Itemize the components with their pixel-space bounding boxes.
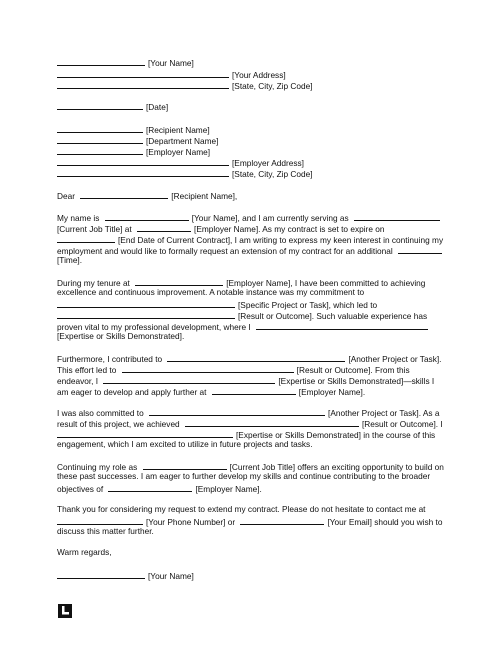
recipient-city-line: [State, City, Zip Code] xyxy=(57,167,313,180)
recipient-city-blank[interactable] xyxy=(57,167,229,177)
p2-line-6: [Expertise or Skills Demonstrated]. xyxy=(57,331,185,341)
sender-city-blank[interactable] xyxy=(57,79,229,89)
p3-line-1: Furthermore, I contributed to [Another Project or Task]. xyxy=(57,354,442,364)
p3-line-4: am eager to develop and apply further at [Employer Name]. xyxy=(57,387,366,397)
project-blank[interactable] xyxy=(57,298,235,308)
p4-line-4: engagement, which I am excited to utilize in future projects and tasks. xyxy=(57,439,313,449)
p1-line-3: [End Date of Current Contract], I am writing to express my keen interest in continuing my xyxy=(57,233,443,246)
result-blank[interactable] xyxy=(185,417,359,427)
p6-line-2: [Your Phone Number] or [Your Email] should you wish to xyxy=(57,515,442,528)
salutation-name-blank[interactable] xyxy=(80,189,168,199)
recipient-address-blank[interactable] xyxy=(57,156,229,166)
time-blank[interactable] xyxy=(398,244,442,254)
p6-line-3: discuss this matter further. xyxy=(57,526,154,536)
another-project-blank[interactable] xyxy=(149,406,325,416)
p3-line-3: endeavor, I [Expertise or Skills Demonstrated]—skills I xyxy=(57,376,435,386)
employer-name-blank[interactable] xyxy=(137,222,191,232)
sender-address-line: [Your Address] xyxy=(57,68,286,81)
phone-blank[interactable] xyxy=(57,515,143,525)
another-project-blank[interactable] xyxy=(167,352,345,362)
p4-line-1: I was also committed to [Another Project or Task]. As a xyxy=(57,408,440,418)
p3-line-2: This effort led to [Result or Outcome]. From this xyxy=(57,365,410,375)
p1-line-4: employment and would like to formally request an extension of my contract for an additional xyxy=(57,244,445,257)
job-title-blank[interactable] xyxy=(143,460,227,470)
p1-line-1: My name is [Your Name], and I am currently serving as xyxy=(57,211,443,224)
signature-blank[interactable] xyxy=(57,569,145,579)
salutation: Dear [Recipient Name], xyxy=(57,191,238,201)
p6-line-1: Thank you for considering my request to extend my contract. Please do not hesitate to contact me at xyxy=(57,504,426,514)
p4-line-3: [Expertise or Skills Demonstrated] in the course of this xyxy=(57,428,435,441)
recipient-name-line: [Recipient Name] xyxy=(57,123,210,136)
recipient-name-blank[interactable] xyxy=(57,123,143,133)
expertise-blank[interactable] xyxy=(256,320,428,330)
recipient-employer-blank[interactable] xyxy=(57,145,143,155)
sender-address-blank[interactable] xyxy=(57,68,229,78)
date-blank[interactable] xyxy=(57,100,143,110)
p2-line-2: excellence and continuous improvement. A notable instance was my commitment to xyxy=(57,287,365,297)
p1-line-5: [Time]. xyxy=(57,255,83,265)
expertise-blank[interactable] xyxy=(103,374,275,384)
recipient-employer-line: [Employer Name] xyxy=(57,145,210,158)
p2-line-5: proven vital to my professional development, where I xyxy=(57,320,431,333)
logo-icon xyxy=(57,603,73,619)
sender-city-line: [State, City, Zip Code] xyxy=(57,79,313,92)
p5-line-1: Continuing my role as [Current Job Title] offers an exciting opportunity to build on xyxy=(57,462,444,472)
p5-line-2: these past successes. I am eager to further develop my skills and continue contributing to the broader xyxy=(57,471,431,481)
employer-name-blank[interactable] xyxy=(108,482,192,492)
signature-line: [Your Name] xyxy=(57,569,194,582)
p2-line-3: [Specific Project or Task], which led to xyxy=(57,298,377,311)
sender-name-blank[interactable] xyxy=(57,56,145,66)
date-line: [Date] xyxy=(57,100,168,113)
recipient-department-blank[interactable] xyxy=(57,134,143,144)
result-blank[interactable] xyxy=(57,309,235,319)
end-date-blank[interactable] xyxy=(57,233,115,243)
result-blank[interactable] xyxy=(122,363,294,373)
closing: Warm regards, xyxy=(57,547,112,557)
recipient-department-line: [Department Name] xyxy=(57,134,218,147)
recipient-address-line: [Employer Address] xyxy=(57,156,304,169)
employer-name-blank[interactable] xyxy=(212,385,296,395)
p1-line-2: [Current Job Title] at [Employer Name]. As my contract is set to expire on xyxy=(57,224,385,234)
sender-name-line: [Your Name] xyxy=(57,56,194,69)
email-blank[interactable] xyxy=(240,515,324,525)
p2-line-4: [Result or Outcome]. Such valuable experience has xyxy=(57,309,427,322)
p5-line-3: objectives of [Employer Name]. xyxy=(57,484,262,494)
p4-line-2: result of this project, we achieved [Result or Outcome]. I xyxy=(57,419,443,429)
job-title-blank[interactable] xyxy=(354,211,440,221)
your-name-blank[interactable] xyxy=(105,211,189,221)
employer-name-blank[interactable] xyxy=(135,276,223,286)
p2-line-1: During my tenure at [Employer Name], I have been committed to achieving xyxy=(57,278,426,288)
expertise-blank[interactable] xyxy=(57,428,233,438)
